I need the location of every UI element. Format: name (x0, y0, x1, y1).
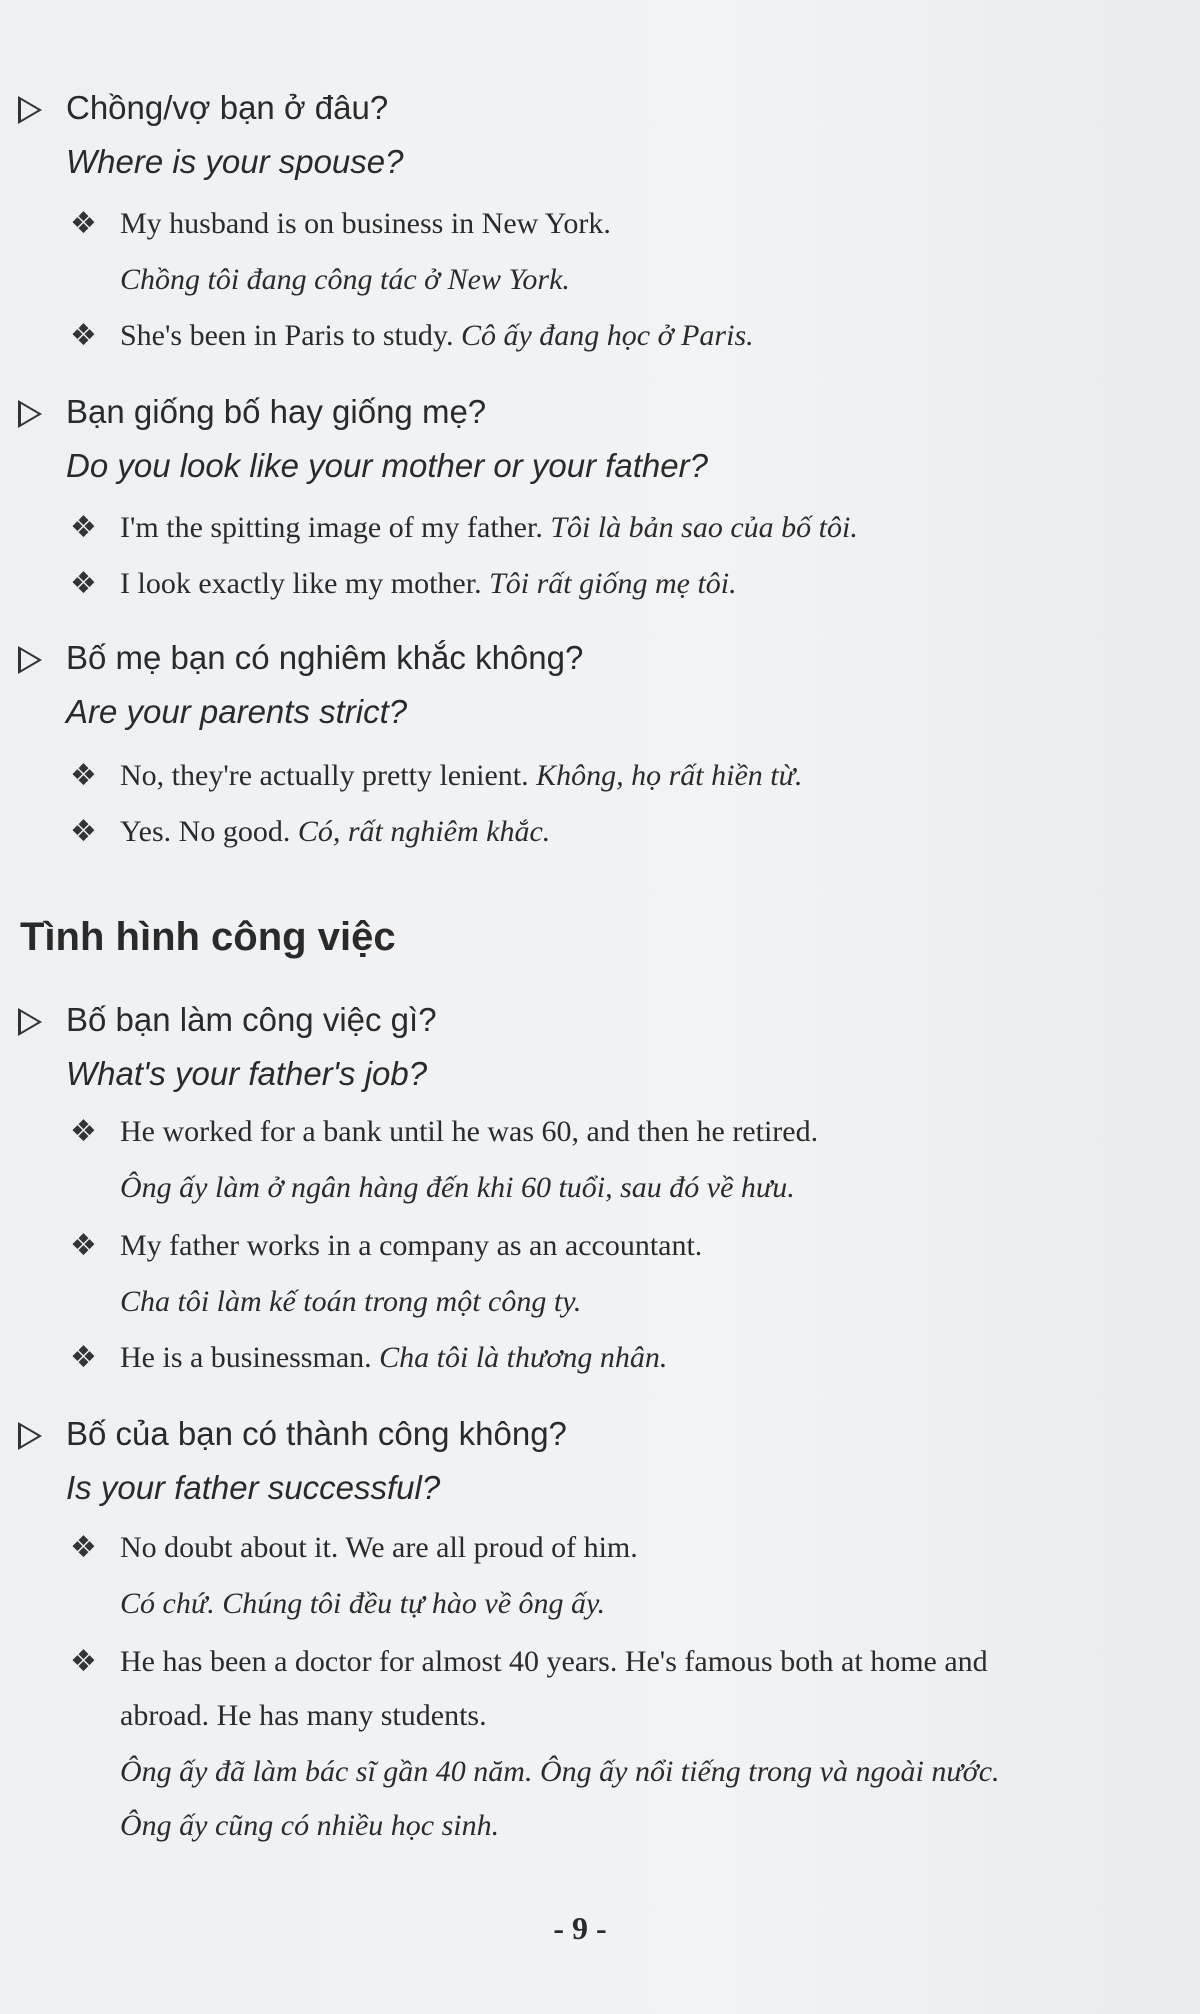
answer-en: I'm the spitting image of my father. (120, 511, 543, 544)
bullet-icon: ❖ (70, 318, 97, 353)
bullet-icon: ❖ (70, 206, 97, 241)
answer-vi-cont: Ông ấy cũng có nhiều học sinh. (120, 1809, 500, 1842)
answer-en: He worked for a bank until he was 60, and then he retired. (120, 1115, 819, 1148)
section-heading: Tình hình công việc (20, 915, 396, 959)
question-en: What's your father's job? (66, 1055, 428, 1092)
answer-vi: Ông ấy đã làm bác sĩ gần 40 năm. Ông ấy nổi tiếng trong và ngoài nước. (120, 1755, 1000, 1788)
question-en: Where is your spouse? (66, 143, 404, 180)
answer-vi: Cô ấy đang học ở Paris. (460, 319, 754, 352)
question-vi: Bố của bạn có thành công không? (66, 1415, 567, 1452)
answer-en: Yes. No good. (120, 815, 291, 848)
answer-en: My husband is on business in New York. (120, 207, 611, 240)
answer-vi: Có chứ. Chúng tôi đều tự hào về ông ấy. (120, 1587, 606, 1620)
question-en: Do you look like your mother or your father? (66, 447, 708, 484)
answer-vi: Cha tôi làm kế toán trong một công ty. (120, 1285, 582, 1318)
answer-en: She's been in Paris to study. (120, 319, 454, 352)
bullet-icon: ❖ (70, 814, 97, 849)
answer-vi: Tôi rất giống mẹ tôi. (489, 567, 737, 600)
triangle-icon (18, 646, 42, 674)
triangle-icon (18, 400, 42, 428)
bullet-icon: ❖ (70, 566, 97, 601)
answer-en-cont: abroad. He has many students. (120, 1699, 487, 1732)
answer-vi: Có, rất nghiêm khắc. (297, 815, 551, 848)
answer-vi: Tôi là bản sao của bố tôi. (550, 511, 858, 544)
answer-vi: Cha tôi là thương nhân. (379, 1341, 668, 1374)
answer-en: He is a businessman. (120, 1341, 372, 1374)
answer-en: No, they're actually pretty lenient. (120, 759, 529, 792)
answer-en: No doubt about it. We are all proud of him. (120, 1531, 638, 1564)
bullet-icon: ❖ (70, 758, 97, 793)
bullet-icon: ❖ (70, 1114, 97, 1149)
answer-en: He has been a doctor for almost 40 years. He's famous both at home and (120, 1645, 988, 1678)
bullet-icon: ❖ (70, 1228, 97, 1263)
answer-vi: Chồng tôi đang công tác ở New York. (120, 263, 570, 296)
triangle-icon (18, 1422, 42, 1450)
triangle-icon (18, 1008, 42, 1036)
question-en: Are your parents strict? (66, 693, 408, 730)
bullet-icon: ❖ (70, 510, 97, 545)
bullet-icon: ❖ (70, 1644, 97, 1679)
answer-en: My father works in a company as an accountant. (120, 1229, 703, 1262)
answer-en: I look exactly like my mother. (120, 567, 482, 600)
question-vi: Bố mẹ bạn có nghiêm khắc không? (66, 639, 584, 676)
answer-vi: Không, họ rất hiền từ. (536, 759, 803, 792)
bullet-icon: ❖ (70, 1530, 97, 1565)
page-number: - 9 - (553, 1910, 607, 1946)
question-en: Is your father successful? (66, 1469, 441, 1506)
question-vi: Chồng/vợ bạn ở đâu? (66, 89, 389, 126)
answer-vi: Ông ấy làm ở ngân hàng đến khi 60 tuổi, sau đó về hưu. (120, 1171, 795, 1204)
bullet-icon: ❖ (70, 1340, 97, 1375)
triangle-icon (18, 96, 42, 124)
question-vi: Bạn giống bố hay giống mẹ? (66, 393, 487, 430)
question-vi: Bố bạn làm công việc gì? (66, 1001, 437, 1038)
